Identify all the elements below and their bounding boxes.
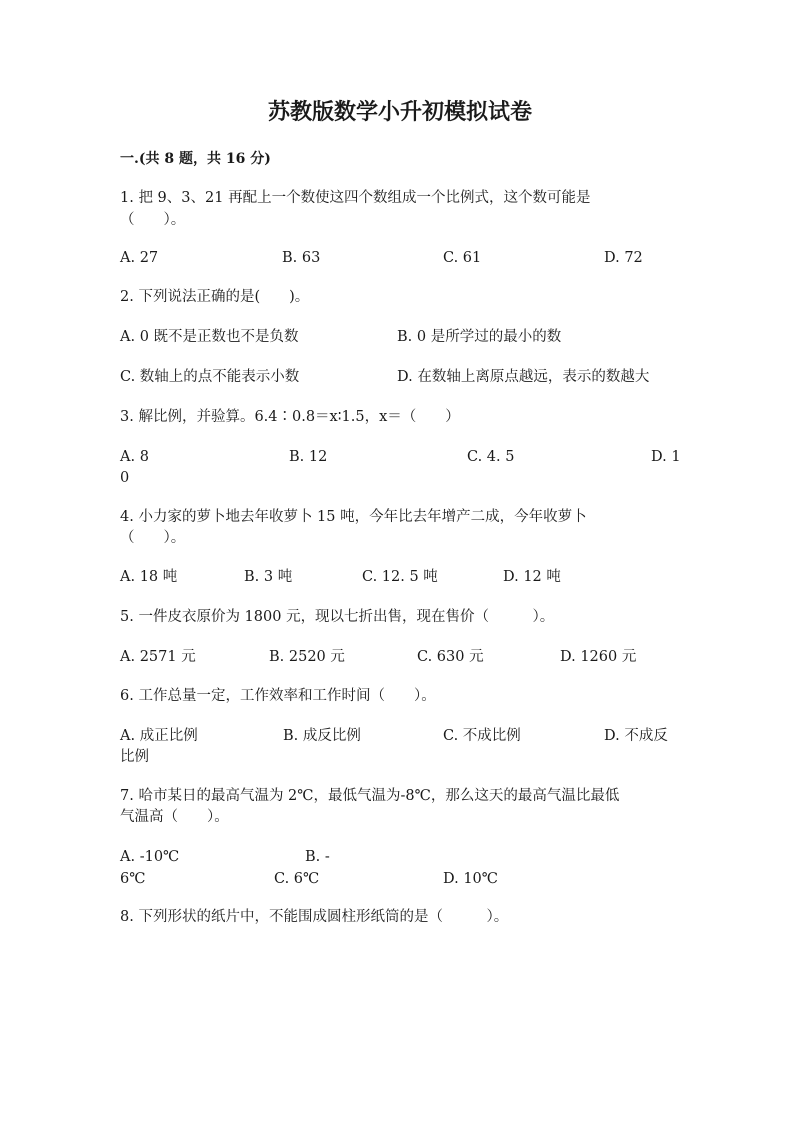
- question-2-stem: 2. 下列说法正确的是( )。: [120, 289, 310, 305]
- page-title: 苏教版数学小升初模拟试卷: [267, 99, 532, 125]
- question-5-option-b[interactable]: B. 2520 元: [269, 649, 345, 665]
- question-7-option-b-wrap: 6℃: [120, 871, 146, 887]
- question-3-option-d-wrap: 0: [120, 470, 130, 486]
- question-5-stem: 5. 一件皮衣原价为 1800 元，现以七折出售，现在售价（ ）。: [120, 609, 555, 625]
- question-6-option-a[interactable]: A. 成正比例: [120, 728, 198, 744]
- question-1-option-b[interactable]: B. 63: [282, 250, 321, 266]
- question-7-option-d[interactable]: D. 10℃: [443, 871, 498, 887]
- question-6-option-d[interactable]: D. 不成反: [604, 728, 668, 744]
- section-heading: 一.(共 8 题，共 16 分): [120, 151, 271, 167]
- question-4-option-a[interactable]: A. 18 吨: [120, 569, 178, 585]
- question-4-option-b[interactable]: B. 3 吨: [244, 569, 293, 585]
- question-5-option-c[interactable]: C. 630 元: [417, 649, 484, 665]
- question-3-option-c[interactable]: C. 4. 5: [467, 449, 515, 465]
- question-2-option-a[interactable]: A. 0 既不是正数也不是负数: [120, 329, 299, 345]
- question-7-option-a[interactable]: A. -10℃: [120, 849, 180, 865]
- question-3-option-d[interactable]: D. 1: [651, 449, 681, 465]
- question-1-stem-line-1: 1. 把 9、3、21 再配上一个数使这四个数组成一个比例式，这个数可能是: [120, 190, 591, 206]
- question-2-option-c[interactable]: C. 数轴上的点不能表示小数: [120, 369, 300, 385]
- question-7-option-b[interactable]: B. -: [305, 849, 330, 865]
- question-5-option-d[interactable]: D. 1260 元: [560, 649, 637, 665]
- question-1-stem-line-2: （ ）。: [120, 212, 186, 228]
- question-6-option-b[interactable]: B. 成反比例: [283, 728, 361, 744]
- question-8-stem: 8. 下列形状的纸片中，不能围成圆柱形纸筒的是（ ）。: [120, 909, 509, 925]
- question-4-option-c[interactable]: C. 12. 5 吨: [362, 569, 438, 585]
- question-5-option-a[interactable]: A. 2571 元: [120, 649, 196, 665]
- question-7-stem-line-1: 7. 哈市某日的最高气温为 2℃，最低气温为-8℃，那么这天的最高气温比最低: [120, 788, 620, 804]
- question-3-stem: 3. 解比例，并验算。6.4∶0.8＝x∶1.5，x＝（ ）: [120, 409, 460, 425]
- question-4-stem-line-2: （ ）。: [120, 530, 186, 546]
- question-1-option-d[interactable]: D. 72: [604, 250, 643, 266]
- question-6-option-c[interactable]: C. 不成比例: [443, 728, 521, 744]
- question-6-option-d-wrap: 比例: [120, 749, 149, 765]
- question-2-option-b[interactable]: B. 0 是所学过的最小的数: [397, 329, 562, 345]
- question-3-option-b[interactable]: B. 12: [289, 449, 328, 465]
- question-4-stem-line-1: 4. 小力家的萝卜地去年收萝卜 15 吨，今年比去年增产二成，今年收萝卜: [120, 509, 587, 525]
- question-2-option-d[interactable]: D. 在数轴上离原点越远，表示的数越大: [397, 369, 650, 385]
- question-6-stem: 6. 工作总量一定，工作效率和工作时间（ ）。: [120, 688, 436, 704]
- question-4-option-d[interactable]: D. 12 吨: [503, 569, 561, 585]
- question-3-option-a[interactable]: A. 8: [120, 449, 149, 465]
- question-1-option-c[interactable]: C. 61: [443, 250, 482, 266]
- question-7-option-c[interactable]: C. 6℃: [274, 871, 320, 887]
- question-7-stem-line-2: 气温高（ ）。: [120, 809, 229, 825]
- question-1-option-a[interactable]: A. 27: [120, 250, 159, 266]
